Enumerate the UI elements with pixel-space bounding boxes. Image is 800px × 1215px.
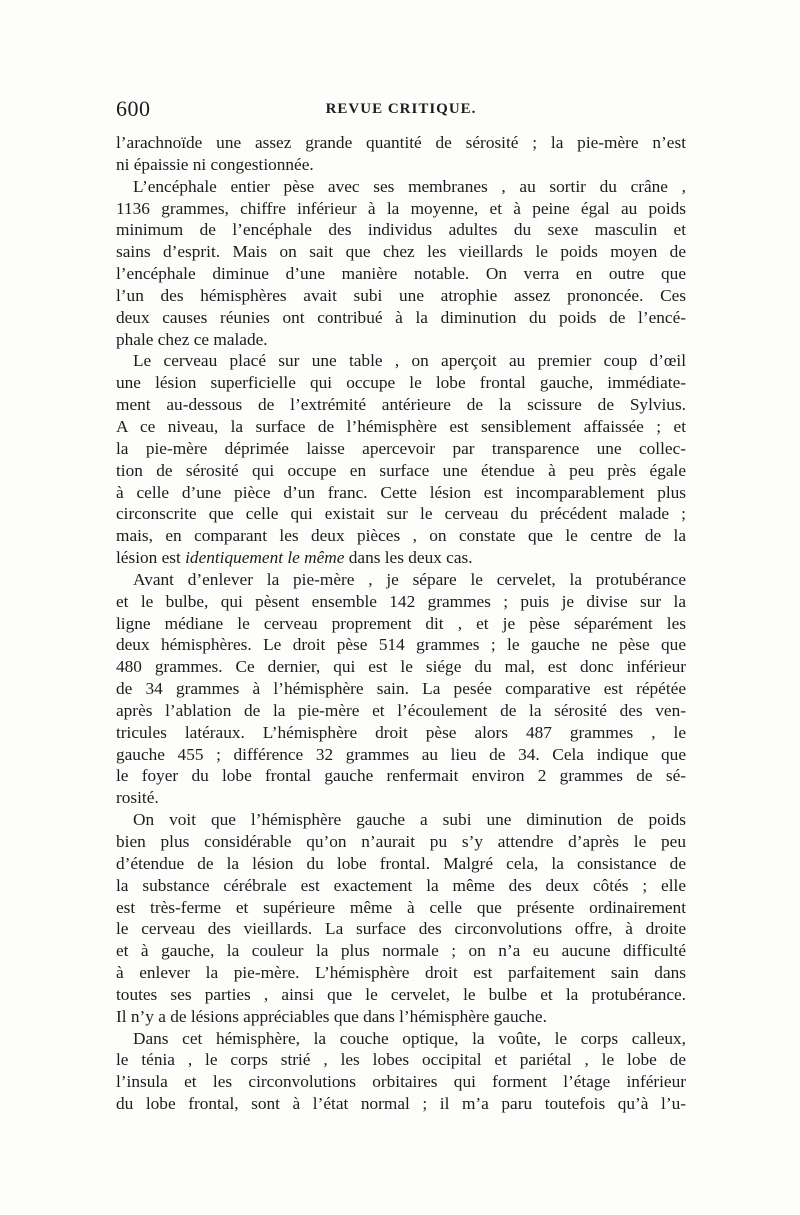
text-line: l’encéphale diminue d’une manière notable. On verra en outre que [116, 264, 686, 284]
text-line: à celle d’une pièce d’un franc. Cette lésion est incomparablement plus [116, 482, 686, 502]
text-line: 480 grammes. Ce dernier, qui est le siége du mal, est donc inférieur [116, 657, 686, 677]
text-line: l’insula et les circonvolutions orbitaires qui forment l’étage inférieur [116, 1072, 686, 1092]
paragraph-consistency [116, 809, 686, 1027]
text-line: ligne médiane le cerveau proprement dit , et je pèse séparément les [116, 613, 686, 633]
text-line: et le bulbe, qui pèsent ensemble 142 grammes ; puis je divise sur la [116, 591, 686, 611]
text-line: On voit que l’hémisphère gauche a subi une diminution de poids [133, 810, 686, 830]
paragraph-weighing [116, 569, 686, 809]
text-line: deux hémisphères. Le droit pèse 514 grammes ; le gauche ne pèse que [116, 635, 686, 655]
paragraph-encephale-weight [116, 176, 686, 351]
text-line: tion de sérosité qui occupe en surface une étendue à peu près égale [116, 460, 686, 480]
text-line: phale chez ce malade. [116, 329, 268, 349]
text-run: lésion est [116, 548, 186, 568]
paragraph-lesion [116, 350, 686, 568]
text-line: gauche 455 ; différence 32 grammes au lieu de 34. Cela indique que [116, 744, 686, 764]
text-line: la substance cérébrale est exactement la même des deux côtés ; elle [116, 875, 686, 895]
text-line: le cerveau des vieillards. La surface des circonvolutions offre, à droite [116, 919, 686, 939]
page-header [116, 96, 686, 126]
text-line: ni épaissie ni congestionnée. [116, 154, 314, 174]
text-line: le ténia , le corps strié , les lobes occipital et pariétal , le lobe de [116, 1050, 686, 1070]
text-line: à enlever la pie-mère. L’hémisphère droit est parfaitement sain dans [116, 963, 686, 983]
text-line: l’arachnoïde une assez grande quantité de sérosité ; la pie-mère n’est [116, 133, 686, 152]
text-line: 1136 grammes, chiffre inférieur à la moyenne, et à peine égal au poids [116, 198, 686, 218]
text-line: et à gauche, la couleur la plus normale ; on n’a eu aucune difficulté [116, 941, 686, 961]
text-line: rosité. [116, 788, 159, 808]
text-line: Le cerveau placé sur une table , on aperçoit au premier coup d’œil [133, 351, 686, 371]
page-number: 600 [116, 96, 151, 121]
paragraph-continuation [116, 132, 686, 176]
text-line: Avant d’enlever la pie-mère , je sépare le cervelet, la protubérance [133, 569, 686, 589]
text-line: la pie-mère déprimée laisse apercevoir par transparence une collec- [116, 438, 686, 458]
text-line: Il n’y a de lésions appréciables que dans l’hémisphère gauche. [116, 1006, 547, 1026]
text-line: après l’ablation de la pie-mère et l’écoulement de la sérosité des ven- [116, 700, 686, 720]
text-run: dans les deux cas. [344, 548, 473, 568]
text-line: bien plus considérable qu’on n’aurait pu s’y attendre d’après le peu [116, 832, 686, 851]
text-line: d’étendue de la lésion du lobe frontal. Malgré cela, la consistance de [116, 853, 686, 873]
text-line [116, 547, 686, 569]
text-line: l’un des hémisphères avait subi une atrophie assez prononcée. Ces [116, 285, 686, 305]
text-line: une lésion superficielle qui occupe le lobe frontal gauche, immédiate- [116, 373, 686, 393]
text-line: du lobe frontal, sont à l’état normal ; il m’a paru toutefois qu’à l’u- [116, 1094, 686, 1114]
text-line: tricules latéraux. L’hémisphère droit pèse alors 487 grammes , le [116, 722, 686, 742]
text-line: de 34 grammes à l’hémisphère sain. La pesée comparative est répétée [116, 679, 686, 699]
body-text [116, 132, 686, 1115]
text-line: mais, en comparant les deux pièces , on constate que le centre de la [116, 526, 686, 546]
text-line: ment au-dessous de l’extrémité antérieure de la scissure de Sylvius. [116, 395, 686, 415]
text-line: le foyer du lobe frontal gauche renfermait environ 2 grammes de sé- [116, 766, 686, 786]
paragraph-hemisphere [116, 1028, 686, 1115]
text-line: est très-ferme et supérieure même à celle que présente ordinairement [116, 897, 686, 917]
text-line: minimum de l’encéphale des individus adultes du sexe masculin et [116, 220, 686, 240]
italic-emphasis: identiquement le même [185, 548, 345, 568]
text-line: deux causes réunies ont contribué à la diminution du poids de l’encé- [116, 307, 686, 327]
text-line: A ce niveau, la surface de l’hémisphère est sensiblement affaissée ; et [116, 416, 686, 436]
running-title: REVUE CRITIQUE. [325, 101, 477, 117]
text-line: sains d’esprit. Mais on sait que chez les vieillards le poids moyen de [116, 242, 686, 262]
text-line: Dans cet hémisphère, la couche optique, la voûte, le corps calleux, [133, 1028, 686, 1048]
text-line: L’encéphale entier pèse avec ses membranes , au sortir du crâne , [133, 176, 686, 196]
text-line: toutes ses parties , ainsi que le cervelet, le bulbe et la protubérance. [116, 984, 686, 1004]
text-line: circonscrite que celle qui existait sur le cerveau du précédent malade ; [116, 504, 686, 524]
